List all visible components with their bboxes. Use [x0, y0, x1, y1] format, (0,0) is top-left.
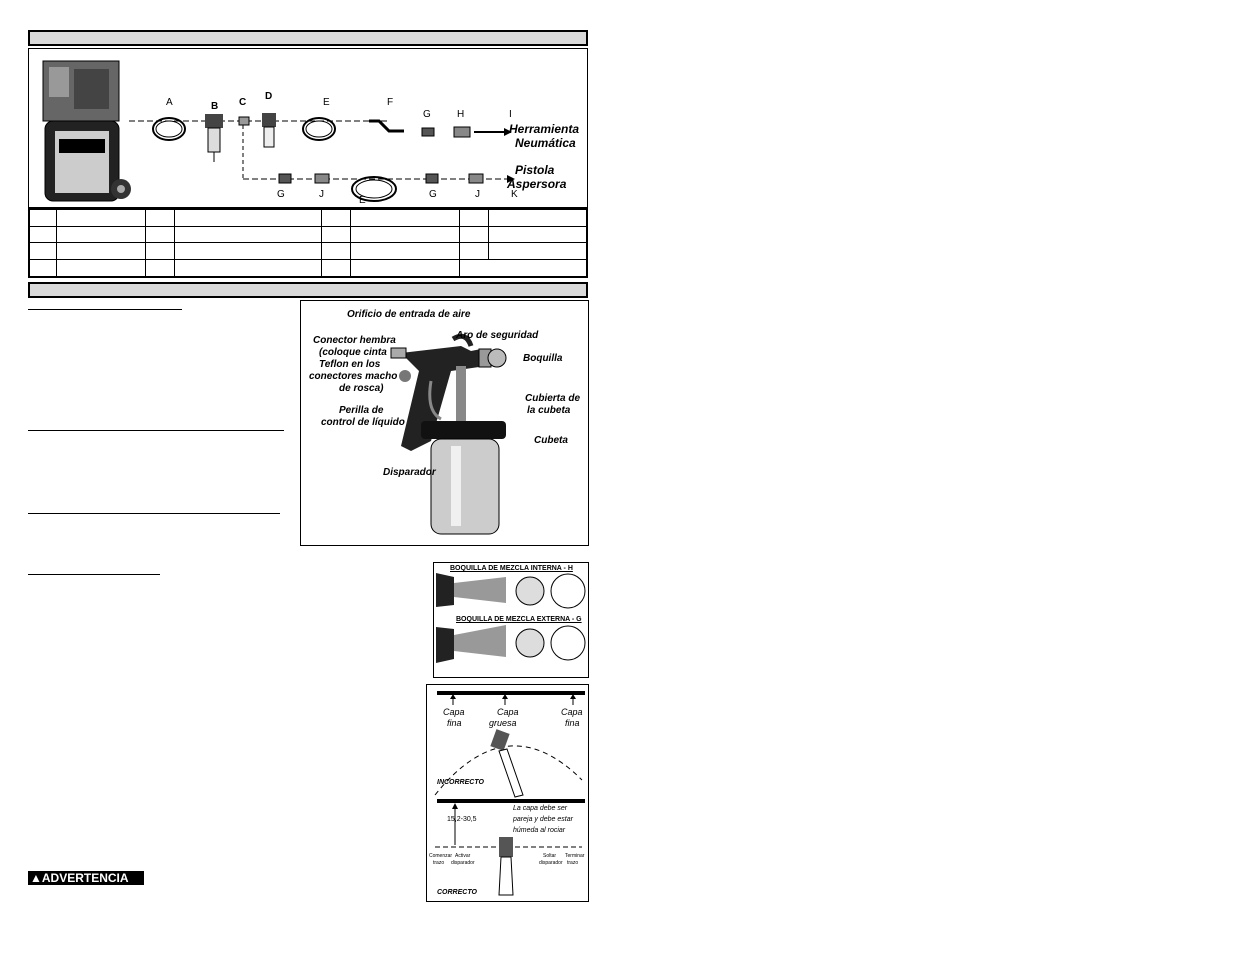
finish-1: Terminar [565, 853, 585, 859]
activate-2: disparador [451, 860, 475, 866]
female-conn-label-3: Teflon en los [319, 359, 381, 370]
female-conn-label-1: Conector hembra [313, 335, 396, 346]
table-row [29, 226, 587, 243]
warning-badge: ▲ADVERTENCIA [28, 871, 144, 885]
label-f: F [387, 97, 394, 108]
label-j: J [319, 189, 324, 200]
release-1: Soltar [543, 853, 557, 859]
safety-ring-label: Aro de seguridad [456, 330, 539, 341]
label-c: C [239, 97, 247, 108]
nozzle-label: Boquilla [523, 353, 563, 364]
label-d: D [265, 91, 273, 102]
female-conn-label-4: conectores macho [309, 371, 398, 382]
tool-label-2: Neumática [515, 136, 576, 150]
label-j2: J [475, 189, 480, 200]
label-i: I [509, 109, 512, 120]
label-g3: G [429, 189, 437, 200]
label-e: E [323, 97, 330, 108]
thick-coat-b: gruesa [489, 718, 517, 728]
system-diagram-art [29, 49, 589, 209]
female-conn-label-5: de rosca) [339, 383, 384, 394]
table-row [29, 209, 587, 226]
start-1: Comenzar [429, 853, 453, 859]
finish-2: trazo [567, 860, 579, 866]
thin-coat-2b: fina [565, 718, 580, 728]
trigger-label: Disparador [383, 467, 436, 478]
label-b: B [211, 101, 219, 112]
start-2: trazo [433, 860, 445, 866]
compressor-icon [43, 61, 131, 201]
thin-coat-2a: Capa [561, 707, 583, 717]
note-3: húmeda al rociar [513, 827, 566, 834]
label-g2: G [277, 189, 285, 200]
gun-label-1: Pistola [515, 163, 555, 177]
female-conn-label-2: (coloque cinta [319, 347, 387, 358]
cup-cover-label-1: Cubierta de [525, 393, 581, 404]
tool-label-1: Herramienta [509, 122, 580, 136]
label-g: G [423, 109, 431, 120]
knob-label-2: control de líquido [321, 417, 405, 428]
correct-label: CORRECTO [437, 889, 477, 896]
cup-label: Cubeta [534, 435, 568, 446]
activate-1: Activar [455, 853, 471, 859]
heading-rule-2 [28, 430, 284, 431]
table-row [29, 260, 587, 277]
label-k: K [511, 189, 518, 200]
label-a: A [166, 97, 173, 108]
section-header-bar-2 [28, 282, 588, 298]
note-1: La capa debe ser [513, 805, 568, 812]
heading-rule-3 [28, 513, 280, 514]
incorrect-label: INCORRECTO [437, 779, 484, 786]
system-diagram [28, 48, 588, 208]
nozzle-figure [433, 562, 589, 678]
distance-label: 15,2-30,5 [447, 816, 477, 823]
note-2: pareja y debe estar [513, 816, 573, 823]
heading-rule-4 [28, 574, 160, 575]
gun-label-2: Aspersora [507, 177, 567, 191]
thin-coat-1b: fina [447, 718, 462, 728]
heading-rule-1 [28, 309, 182, 310]
thick-coat-a: Capa [497, 707, 519, 717]
spray-gun-figure [300, 300, 589, 546]
knob-label-1: Perilla de [339, 405, 384, 416]
label-h: H [457, 109, 465, 120]
technique-figure [426, 684, 589, 902]
thin-coat-1a: Capa [443, 707, 465, 717]
air-inlet-label: Orificio de entrada de aire [347, 309, 471, 320]
label-e2: E [359, 195, 366, 206]
parts-table [28, 208, 588, 278]
internal-nozzle-title: BOQUILLA DE MEZCLA INTERNA - H [450, 565, 573, 572]
release-2: disparador [539, 860, 563, 866]
section-header-bar-1 [28, 30, 588, 46]
table-row [29, 243, 587, 260]
cup-cover-label-2: la cubeta [527, 405, 571, 416]
external-nozzle-title: BOQUILLA DE MEZCLA EXTERNA - G [456, 616, 582, 623]
